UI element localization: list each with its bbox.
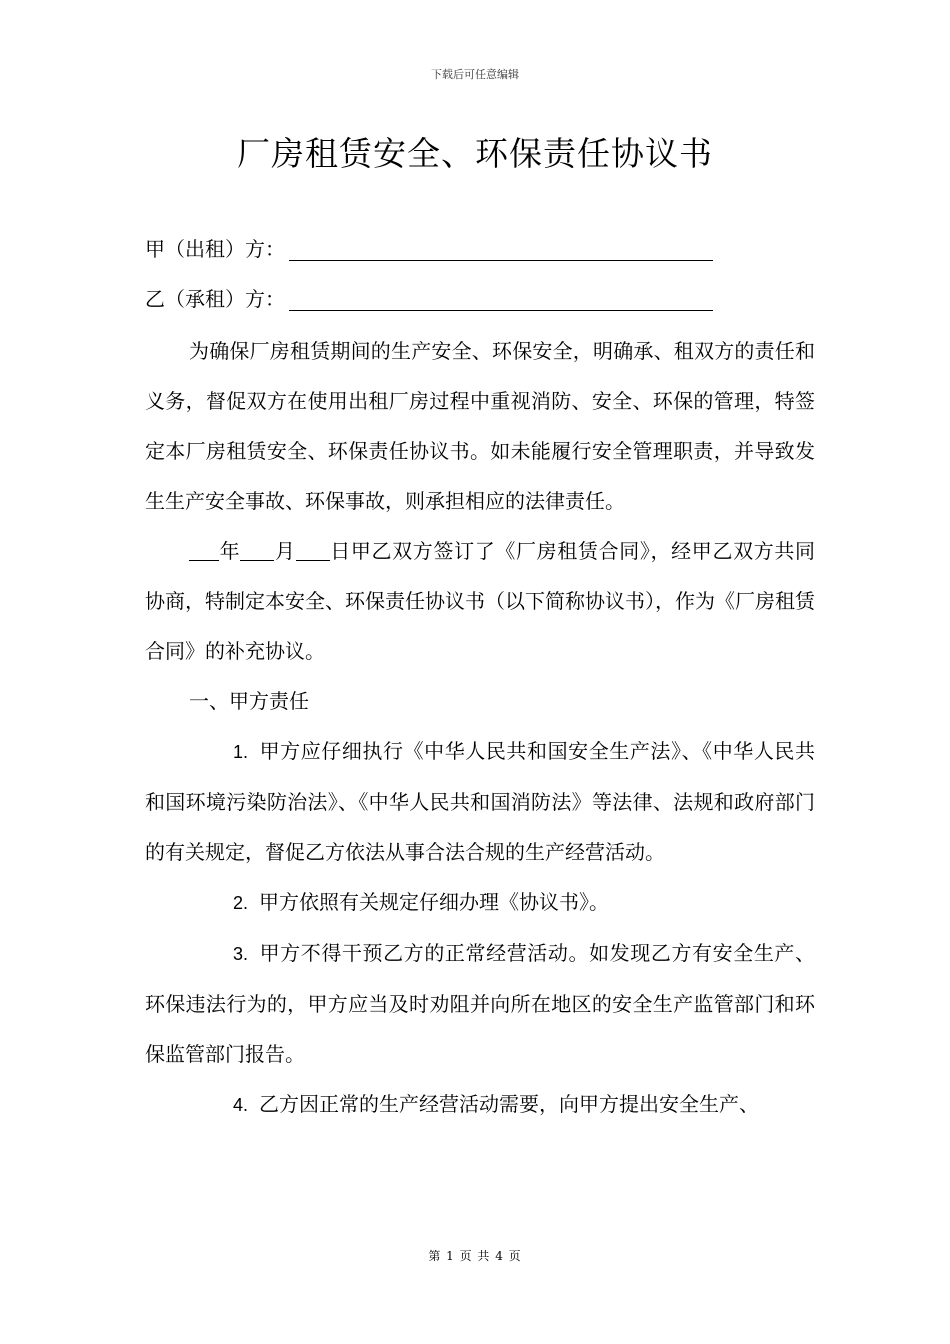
party-b-label: 乙（承租）方： <box>145 287 285 311</box>
date-clause-text: 日甲乙双方签订了《厂房租赁合同》，经甲乙双方共同协商，特制定本安全、环保责任协议书（以下简称协议书），作为《厂房租赁合同》的补充协议。 <box>145 539 816 663</box>
clause-item <box>145 726 815 877</box>
intro-paragraph: 为确保厂房租赁期间的生产安全、环保安全，明确承、租双方的责任和义务，督促双方在使用出租厂房过程中重视消防、安全、环保的管理，特签定本厂房租赁安全、环保责任协议书。如未能履行安全管理职责，并导致发生生产安全事故、环保事故，则承担相应的法律责任。 <box>145 339 815 513</box>
month-blank <box>240 540 274 561</box>
party-a-row <box>145 237 713 261</box>
party-b-blank-line <box>289 290 713 311</box>
clause-item <box>145 928 815 1079</box>
clause-text: 甲方应仔细执行《中华人民共和国安全生产法》、《中华人民共和国环境污染防治法》、《中华人民共和国消防法》等法律、法规和政府部门的有关规定，督促乙方依法从事合法合规的生产经营活动。 <box>145 739 815 864</box>
document-body <box>145 326 815 1130</box>
clause-text: 甲方不得干预乙方的正常经营活动。如发现乙方有安全生产、环保违法行为的，甲方应当及时劝阻并向所在地区的安全生产监管部门和环保监管部门报告。 <box>145 941 815 1066</box>
party-b-row <box>145 287 713 311</box>
date-clause-paragraph <box>145 526 815 676</box>
clause-number: 1. <box>233 742 249 762</box>
day-blank <box>296 540 330 561</box>
section-heading: 一、甲方责任 <box>189 689 309 713</box>
clause-item <box>145 1079 815 1130</box>
clause-number: 3. <box>233 944 249 964</box>
header-note: 下载后可任意编辑 <box>431 68 519 81</box>
clause-text: 乙方因正常的生产经营活动需要，向甲方提出安全生产、 <box>259 1092 759 1116</box>
party-a-label: 甲（出租）方： <box>145 237 285 261</box>
clause-number: 4. <box>233 1095 249 1115</box>
year-label: 年 <box>219 539 241 563</box>
party-a-blank-line <box>289 240 713 261</box>
page-footer: 第 1 页 共 4 页 <box>428 1249 522 1263</box>
clause-text: 甲方依照有关规定仔细办理《协议书》。 <box>259 890 609 914</box>
clause-item <box>145 877 815 928</box>
year-blank <box>189 540 219 561</box>
clause-number: 2. <box>233 893 249 913</box>
month-label: 月 <box>274 539 296 563</box>
document-title: 厂房租赁安全、环保责任协议书 <box>237 134 713 173</box>
